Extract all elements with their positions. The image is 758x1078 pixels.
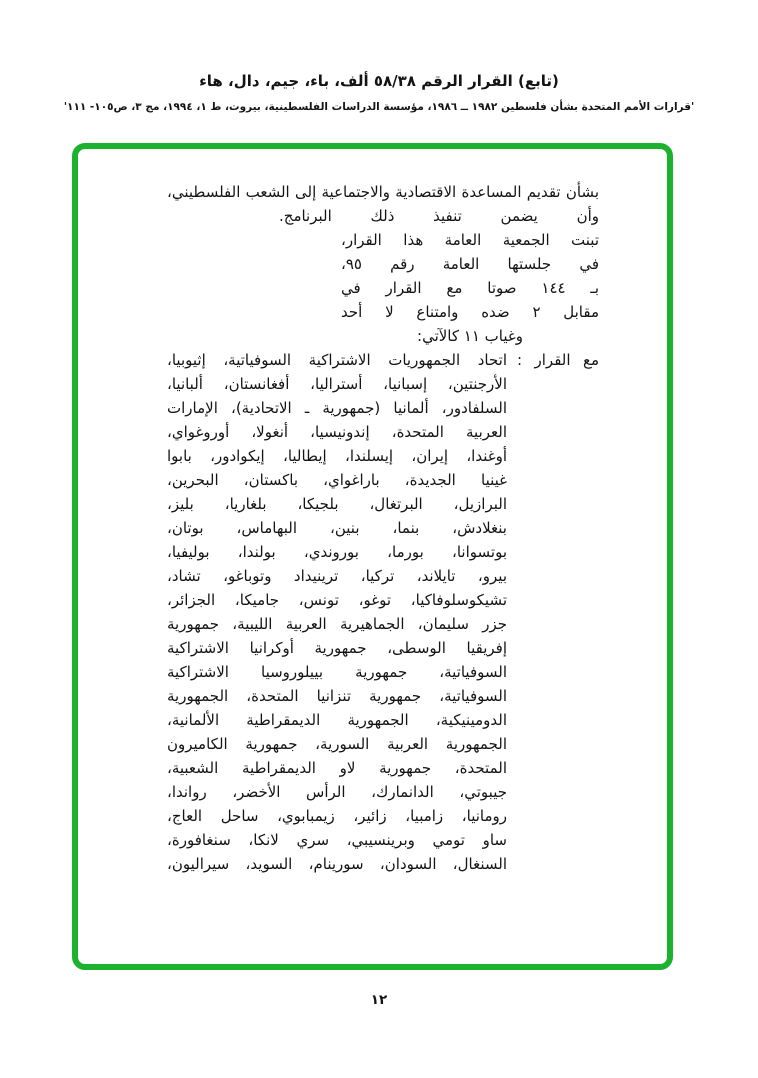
country-list-line: أوغندا، إيران، إيسلندا، إيطاليا، إيكوادور، بابوا	[167, 447, 507, 465]
country-list-line: إفريقيا الوسطى، جمهورية أوكرانيا الاشتراكية	[167, 639, 507, 657]
country-list-line: السلفادور، ألمانيا (جمهورية ـ الاتحادية)، الإمارات	[167, 399, 507, 417]
country-list-line: ساو تومي وبرينسيبي، سري لانكا، سنغافورة،	[167, 831, 507, 849]
highlight-annotation-box	[72, 143, 673, 970]
body-text-line: وأن يضمن تنفيذ ذلك البرنامج.	[279, 207, 599, 225]
page-number: ١٢	[370, 992, 388, 1008]
vote-text-line: في جلستها العامة رقم ٩٥،	[341, 255, 599, 273]
vote-text-line: تبنت الجمعية العامة هذا القرار،	[341, 231, 599, 249]
country-list-line: الجمهورية العربية السورية، جمهورية الكاميرون	[167, 735, 507, 753]
country-list-line: السنغال، السودان، سورينام، السويد، سيراليون،	[167, 855, 507, 873]
country-list-line: جيبوتي، الدانمارك، الرأس الأخضر، رواندا،	[167, 783, 507, 801]
vote-text-line: وغياب ١١ كالآتي:	[417, 327, 523, 345]
country-list-line: رومانيا، زامبيا، زائير، زيمبابوي، ساحل العاج،	[167, 807, 507, 825]
vote-text-line: مقابل ٢ ضده وامتناع لا أحد	[341, 303, 599, 321]
in-favour-label: مع القرار :	[517, 351, 599, 369]
country-list-line: البرازيل، البرتغال، بلجيكا، بلغاريا، بليز،	[167, 495, 507, 513]
country-list-line: بوتسوانا، بورما، بوروندي، بولندا، بوليفيا،	[167, 543, 507, 561]
document-title: (تابع) القرار الرقم ٥٨/٣٨ ألف، باء، جيم، دال، هاء	[199, 72, 559, 90]
vote-text-line: بـ ١٤٤ صوتا مع القرار في	[341, 279, 599, 297]
country-list-line: الأرجنتين، إسبانيا، أستراليا، أفغانستان، ألبانيا،	[167, 375, 507, 393]
country-list-line: السوفياتية، جمهورية بييلوروسيا الاشتراكية	[167, 663, 507, 681]
country-list-line: السوفياتية، جمهورية تنزانيا المتحدة، الجمهورية	[167, 687, 507, 705]
country-list-line: المتحدة، جمهورية لاو الديمقراطية الشعبية،	[167, 759, 507, 777]
country-list-line: العربية المتحدة، إندونيسيا، أنغولا، أوروغواي،	[167, 423, 507, 441]
country-list-line: الدومينيكية، الجمهورية الديمقراطية الألمانية،	[167, 711, 507, 729]
body-text-line: بشأن تقديم المساعدة الاقتصادية والاجتماعية إلى الشعب الفلسطيني،	[167, 183, 599, 201]
country-list-line: بنغلادش، بنما، بنين، البهاماس، بوتان،	[167, 519, 507, 537]
country-list-line: اتحاد الجمهوريات الاشتراكية السوفياتية، إثيوبيا،	[167, 351, 507, 369]
country-list-line: بيرو، تايلاند، تركيا، ترينيداد وتوباغو، تشاد،	[167, 567, 507, 585]
citation-line: 'قرارات الأمم المتحدة بشأن فلسطين ١٩٨٢ ــ ١٩٨٦، مؤسسة الدراسات الفلسطينية، بيروت، ط ١، ١٩٩٤، مج ٣، ص١٠٥- ١١١'	[63, 101, 695, 113]
country-list-line: غينيا الجديدة، باراغواي، باكستان، البحرين،	[167, 471, 507, 489]
vote-result-block	[341, 228, 599, 348]
country-list-line: جزر سليمان، الجماهيرية العربية الليبية، جمهورية	[167, 615, 507, 633]
in-favour-list-block	[167, 348, 599, 876]
body-text-column	[78, 149, 667, 876]
country-list-line: تشيكوسلوفاكيا، توغو، تونس، جاميكا، الجزائر،	[167, 591, 507, 609]
intro-paragraph	[167, 180, 599, 228]
